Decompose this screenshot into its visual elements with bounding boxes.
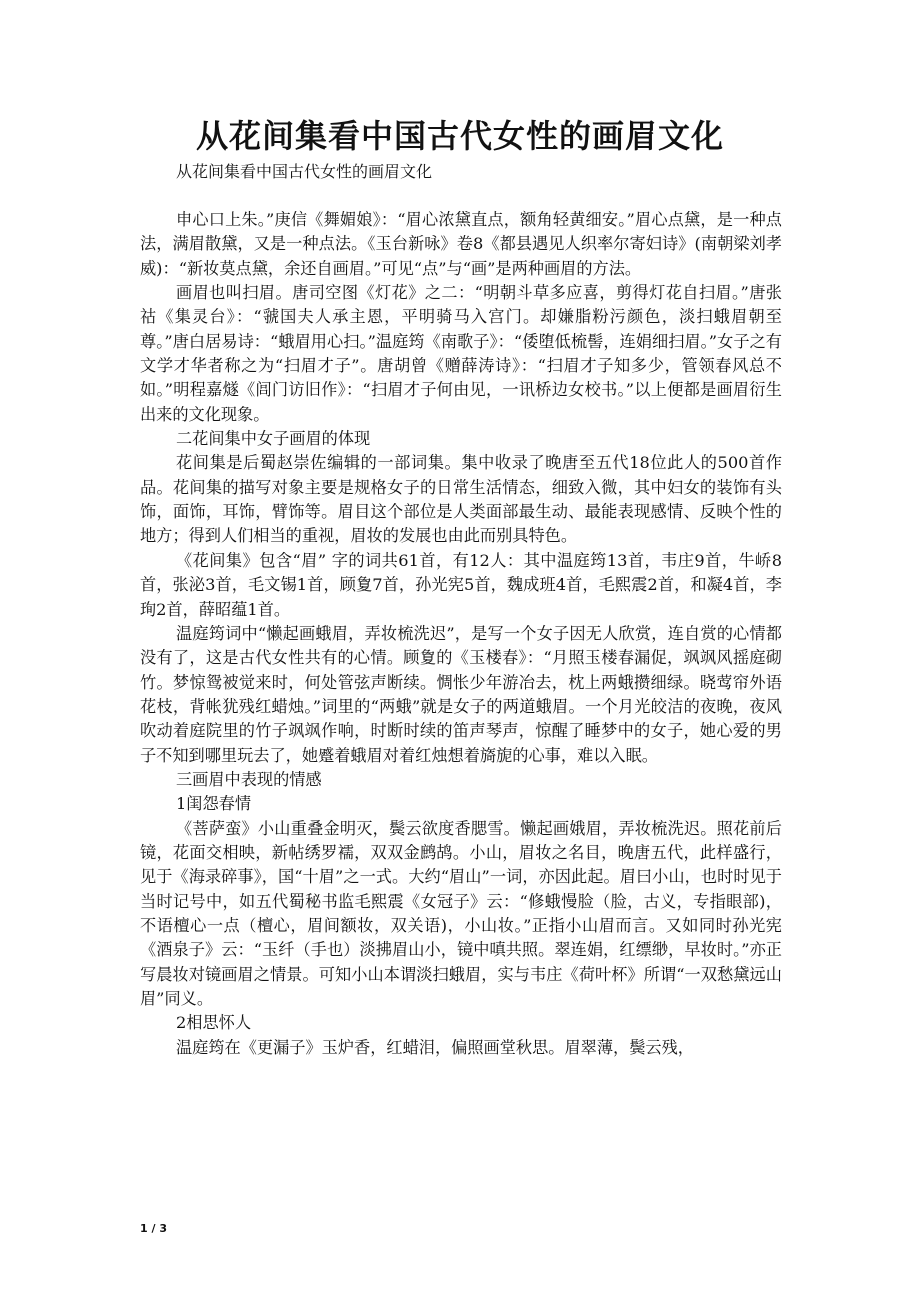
subsection-heading-2: 2相思怀人 (176, 1013, 252, 1033)
subsection-heading-1: 1闺怨春情 (176, 794, 252, 814)
paragraph-1: 申心口上朱。”庚信《舞媚娘》：“眉心浓黛直点，额角轻黄细安。”眉心点黛，是一种点法，满眉散黛，又是一种点法。《玉台新咏》卷8《都县遇见人织率尔寄妇诗》(南朝梁刘孝威)：“新妆莫点黛，余还自画眉。”可见“点”与“画”是两种画眉的方法。 (140, 210, 782, 278)
document-title: 从花间集看中国古代女性的画眉文化 (195, 117, 724, 155)
paragraph-3: 花间集是后蜀赵崇佐编辑的一部词集。集中收录了晚唐至五代18位此人的500首作品。花间集的描写对象主要是规格女子的日常生活情态，细致入微，其中妇女的装饰有头饰，面饰，耳饰，臂饰等。眉目这个部位是人类面部最生动、最能表现感情、反映个性的地方；得到人们相当的重视，眉妆的发展也由此而别具特色。 (140, 453, 782, 546)
paragraph-7: 温庭筠在《更漏子》玉炉香，红蜡泪，偏照画堂秋思。眉翠薄，鬓云残， (176, 1037, 694, 1057)
paragraph-2: 画眉也叫扫眉。唐司空图《灯花》之二：“明朝斗草多应喜，剪得灯花自扫眉。”唐张祜《集灵台》：“虢国夫人承主恩，平明骑马入宫门。却嫌脂粉污颜色，淡扫蛾眉朝至尊。”唐白居易诗：“蛾眉用心扫。”温庭筠《南歌子》：“倭堕低梳髻，连娟细扫眉。”女子之有文学才华者称之为“扫眉才子”。唐胡曾《赠薛涛诗》：“扫眉才子知多少，管领春风总不如。”明程嘉燧《闾门访旧作》：“扫眉才子何由见，一讯桥边女校书。”以上便都是画眉衍生出来的文化现象。 (140, 283, 782, 424)
section-heading-2: 二花间集中女子画眉的体现 (176, 429, 371, 449)
page-number: 1 / 3 (140, 1222, 167, 1235)
paragraph-5: 温庭筠词中“懒起画蛾眉，弄妆梳洗迟”，是写一个女子因无人欣赏，连自赏的心情都没有了，这是古代女性共有的心情。顾夐的《玉楼春》：“月照玉楼春漏促，飒飒风摇庭砌竹。梦惊鸳被觉来时，何处管弦声断续。惆怅少年游冶去，枕上两蛾攒细绿。晓莺帘外语花枝，背帐犹残红蜡烛。”词里的“两蛾”就是女子的两道蛾眉。一个月光皎洁的夜晚，夜风吹动着庭院里的竹子飒飒作响，时断时续的笛声琴声，惊醒了睡梦中的女子，她心爱的男子不知到哪里玩去了，她蹙着蛾眉对着红烛想着旖旎的心事，难以入眠。 (140, 623, 782, 765)
paragraph-4: 《花间集》包含“眉” 字的词共61首，有12人：其中温庭筠13首，韦庄9首，牛峤8首，张泌3首，毛文锡1首，顾夐7首，孙光宪5首，魏成班4首，毛熙震2首，和凝4首，李珣2首，薛昭蕴1首。 (140, 550, 782, 619)
document-subtitle: 从花间集看中国古代女性的画眉文化 (176, 162, 433, 181)
document-body (140, 208, 782, 1060)
paragraph-6: 《菩萨蛮》小山重叠金明灭，鬓云欲度香腮雪。懒起画娥眉，弄妆梳洗迟。照花前后镜，花面交相映，新帖绣罗襦，双双金鹧鸪。小山，眉妆之名目，晚唐五代，此样盛行，见于《海录碎事》，国“十眉”之一式。大约“眉山”一词，亦因此起。眉曰小山，也时时见于当时记号中，如五代蜀秘书监毛熙震《女冠子》云：“修蛾慢脸（脸，古义，专指眼部)，不语檀心一点（檀心，眉间额妆，双关语)，小山妆。”正指小山眉而言。又如同时孙光宪《酒泉子》云：“玉纤（手也）淡拂眉山小，镜中嗔共照。翠连娟，红缥缈，早妆时。”亦正写晨妆对镜画眉之情景。可知小山本谓淡扫蛾眉，实与韦庄《荷叶杯》所谓“一双愁黛远山眉”同义。 (140, 818, 782, 1008)
section-heading-3: 三画眉中表现的情感 (176, 769, 322, 789)
